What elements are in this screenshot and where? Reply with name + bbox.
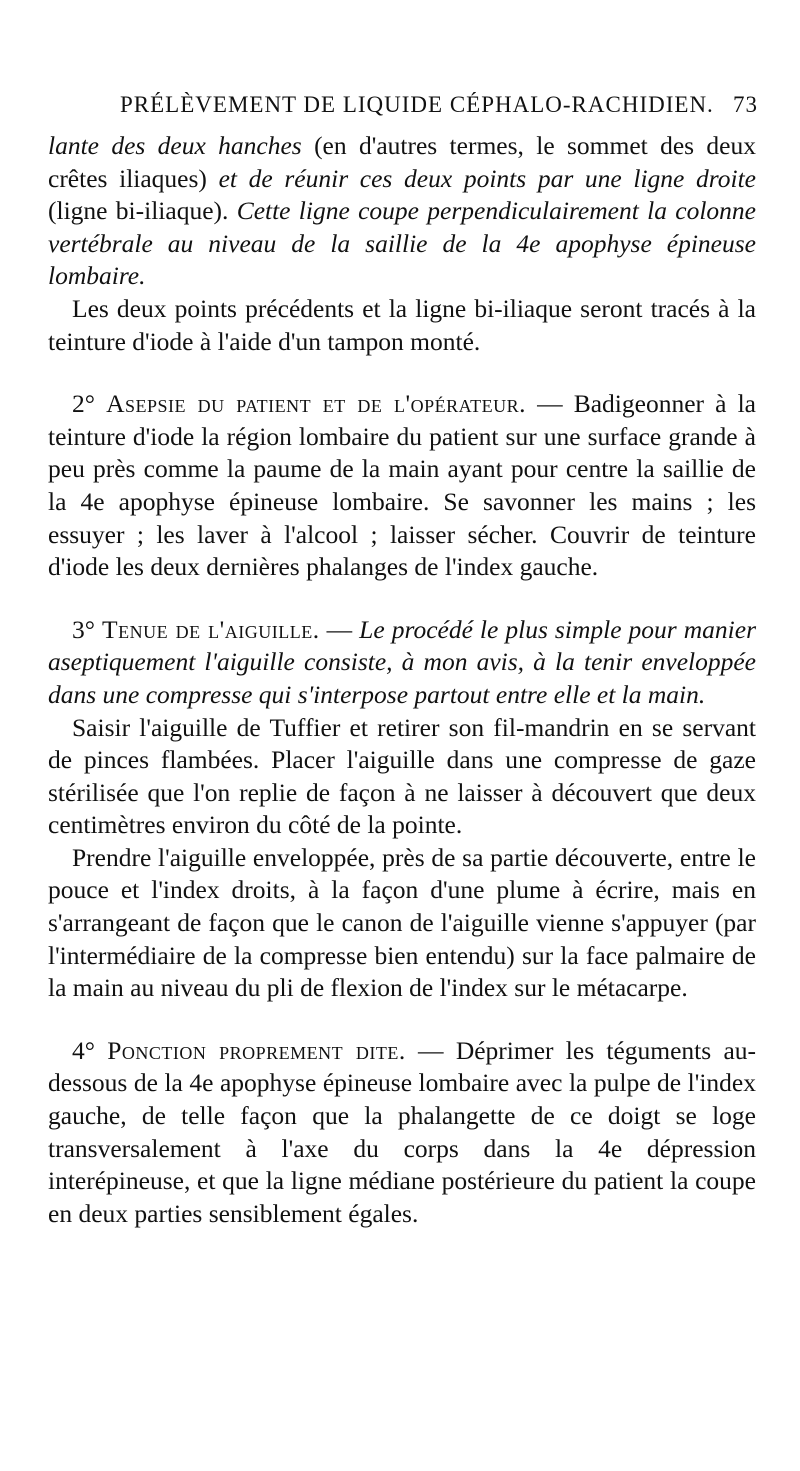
section-asepsie [48, 388, 756, 584]
italic-phrase: Cette ligne coupe perpendiculairement la colonne vertébrale au niveau de la saillie de la 4e apophyse épineuse lombaire. [48, 196, 756, 291]
em-dash: — [405, 1035, 456, 1065]
section-heading: Ponction proprement dite. [107, 1035, 406, 1065]
section-text: Déprimer les téguments au-dessous de la 4e apophyse épineuse lombaire avec la pulpe de l'index gauche, de telle façon que la phalangette de ce doigt se loge transversalement à l'axe du corps dans la 4e dépression interépineuse, et que la ligne médiane postérieure du patient la coupe en deux parties sensiblement égales. [48, 1035, 757, 1228]
section-text: Badigeonner à la teinture d'iode la région lombaire du patient sur une surface grande à peu près comme la paume de la main ayant pour centre la saillie de la 4e apophyse épineuse lombaire. Se savonner les mains ; les essuyer ; les laver à l'alcool ; laisser sécher. Couvrir de teinture d'iode les deux dernières phalanges de l'index gauche. [48, 389, 757, 582]
paragraph-aiguille: Saisir l'aiguille de Tuffier et retirer son fil-mandrin en se servant de pinces flambées. Placer l'aiguille dans une compresse de gaze stérilisée que l'on replie de façon à ne laisser à découvert que deux centimètres environ du côté de la pointe. [48, 712, 756, 840]
italic-phrase: lante des deux hanches [48, 131, 302, 160]
italic-phrase: et de réunir ces deux points par une ligne droite [218, 163, 756, 193]
page-header [110, 92, 758, 122]
section-tenue [48, 614, 756, 712]
section-number: 3° [72, 614, 102, 644]
running-title: PRÉLÈVEMENT DE LIQUIDE CÉPHALO-RACHIDIEN. [120, 92, 714, 117]
plain-phrase: (ligne bi-iliaque). [48, 196, 237, 226]
page-number: 73 [733, 92, 758, 117]
section-gap [48, 358, 756, 388]
em-dash: — [319, 614, 360, 644]
em-dash: — [525, 389, 574, 419]
section-heading: Asepsie du patient et de l'opérateur. [106, 389, 526, 419]
section-number: 2° [72, 389, 107, 419]
section-gap [48, 1005, 756, 1035]
section-ponction [48, 1035, 756, 1231]
body-text [48, 130, 756, 1230]
paragraph-prise: Prendre l'aiguille enveloppée, près de sa partie découverte, entre le pouce et l'index droits, à la façon d'une plume à écrire, mais en s'arrangeant de façon que le canon de l'aiguille vienne s'appuyer (par l'intermédiaire de la compresse bien entendu) sur la face palmaire de la main au niveau du pli de flexion de l'index sur le métacarpe. [48, 842, 756, 1003]
section-heading: Tenue de l'aiguille. [102, 614, 320, 644]
section-text: Le procédé le plus simple pour manier aseptiquement l'aiguille consiste, à mon avis, à la tenir enveloppée dans une compresse qui s'interpose partout entre elle et la main. [48, 614, 757, 709]
paragraph-tracing: Les deux points précédents et la ligne bi-iliaque seront tracés à la teinture d'iode à l'aide d'un tampon monté. [48, 293, 756, 356]
section-gap [48, 584, 756, 614]
paragraph-continuation [48, 130, 756, 293]
section-number: 4° [72, 1035, 108, 1065]
plain-phrase: (en d'autres termes, le sommet des deux crêtes iliaques) [48, 131, 756, 193]
